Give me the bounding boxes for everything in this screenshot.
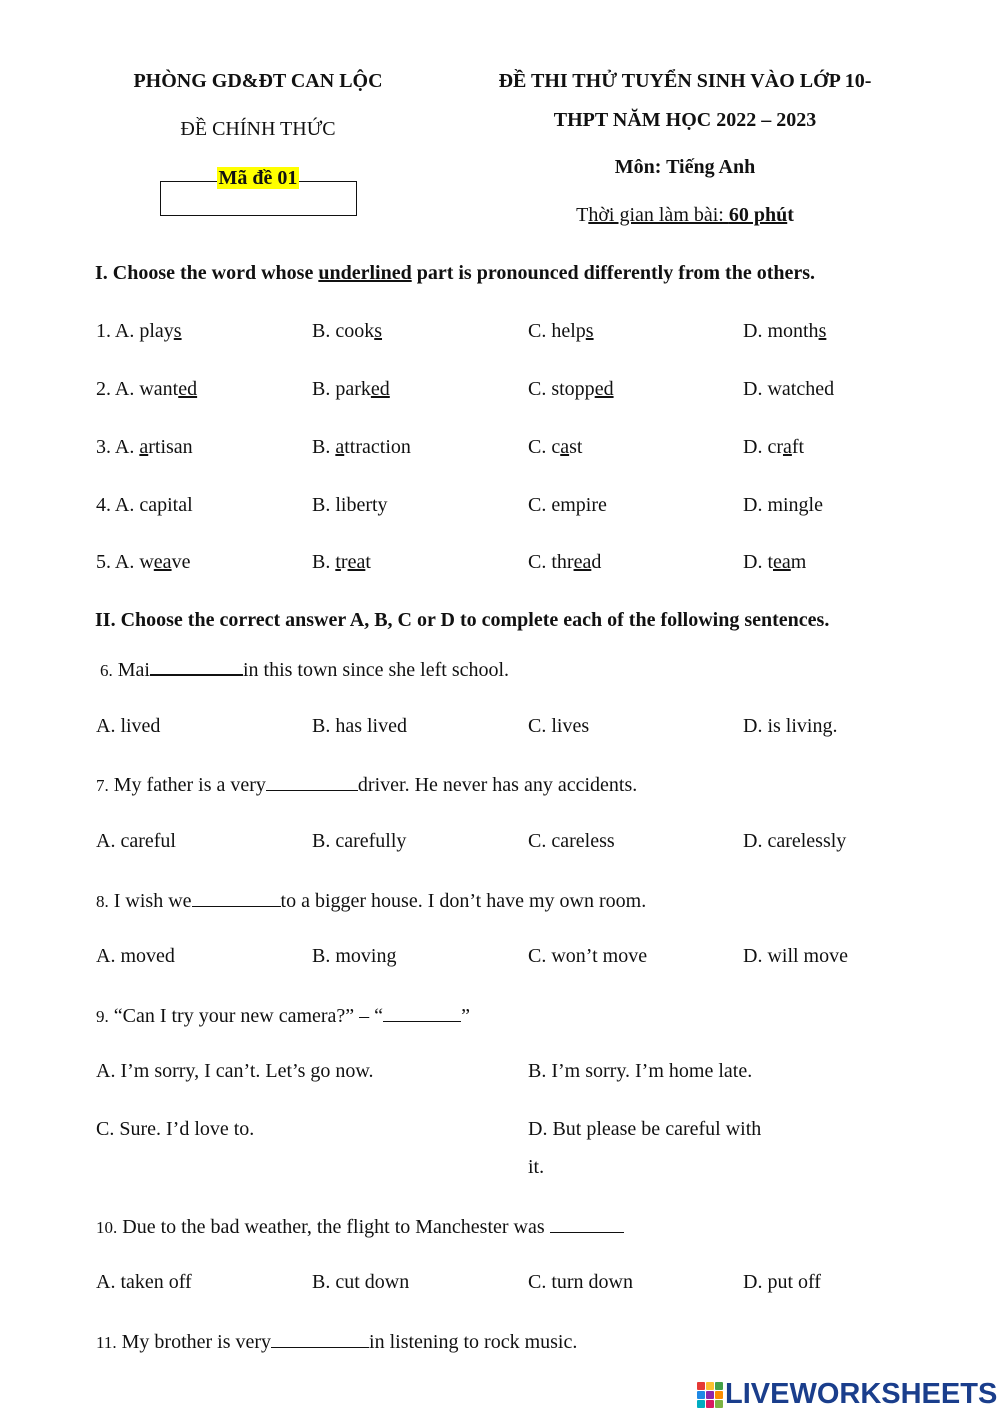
q3-option-d[interactable]: D. craft <box>743 436 805 458</box>
q6-option-c[interactable]: C. lives <box>528 715 590 737</box>
q5-option-c[interactable]: C. thread <box>528 551 602 573</box>
q9-blank[interactable] <box>383 1003 461 1022</box>
liveworksheets-logo <box>697 1378 997 1411</box>
q8-option-a[interactable]: A. moved <box>96 945 175 967</box>
exam-time <box>455 204 915 227</box>
logo-square <box>706 1391 714 1399</box>
subject: Môn: Tiếng Anh <box>614 156 756 178</box>
official-label: ĐỀ CHÍNH THỨC <box>180 118 336 140</box>
exam-code <box>160 167 356 190</box>
q10-blank[interactable] <box>550 1214 624 1233</box>
q11-blank[interactable] <box>271 1329 369 1348</box>
section-2-title: II. Choose the correct answer A, B, C or D to complete each of the following sentences. <box>95 609 830 631</box>
exam-time-label: hời gian làm bài: <box>588 204 729 226</box>
q2-option-a[interactable]: 2. A. wanted <box>96 378 198 400</box>
q10-stem: 10. Due to the bad weather, the flight to Manchester was <box>96 1214 624 1239</box>
exam-title-line1: ĐỀ THI THỬ TUYỂN SINH VÀO LỚP 10- <box>498 70 872 92</box>
exam-time-pre: T <box>576 204 589 226</box>
q2-option-b[interactable]: B. parked <box>312 378 390 400</box>
q10-option-d[interactable]: D. put off <box>743 1271 821 1293</box>
q6-option-b[interactable]: B. has lived <box>312 715 407 737</box>
q7-stem: 7. My father is a very driver. He never has any accidents. <box>96 774 638 796</box>
exam-title-line2: THPT NĂM HỌC 2022 – 2023 <box>553 109 817 131</box>
q8-option-d[interactable]: D. will move <box>743 945 848 967</box>
q2-option-d[interactable]: D. watched <box>743 378 835 400</box>
q5-option-a[interactable]: 5. A. weave <box>96 551 191 573</box>
q3-option-a[interactable]: 3. A. artisan <box>96 436 193 458</box>
q9-option-d[interactable]: D. But please be careful with <box>528 1118 762 1140</box>
liveworksheets-logo-icon <box>697 1382 723 1408</box>
q10-option-b[interactable]: B. cut down <box>312 1271 410 1293</box>
q4-option-a[interactable]: 4. A. capital <box>96 494 193 516</box>
department-name: PHÒNG GD&ĐT CAN LỘC <box>133 70 383 92</box>
q6-blank[interactable] <box>150 656 243 676</box>
q1-option-c[interactable]: C. helps <box>528 320 594 342</box>
q5-option-b[interactable]: B. treat <box>312 551 371 573</box>
q3-option-b[interactable]: B. attraction <box>312 436 411 458</box>
q1-option-d[interactable]: D. months <box>743 320 827 342</box>
liveworksheets-logo-text: LIVEWORKSHEETS <box>725 1378 998 1410</box>
q9-option-c[interactable]: C. Sure. I’d love to. <box>96 1118 255 1140</box>
section-1-title-underlined: underlined <box>318 262 412 284</box>
exam-time-value: 60 phú <box>728 204 788 226</box>
section-1-title <box>95 262 815 285</box>
q1-option-a[interactable]: 1. A. plays <box>96 320 182 342</box>
q6-stem: 6. Mai in this town since she left school. <box>100 656 509 682</box>
q10-option-a[interactable]: A. taken off <box>96 1271 192 1293</box>
logo-square <box>706 1382 714 1390</box>
q8-stem: 8. I wish we to a bigger house. I don’t have my own room. <box>96 890 647 912</box>
q6-option-a[interactable]: A. lived <box>96 715 161 737</box>
exam-code-text: Mã đề 01 <box>218 167 298 189</box>
q1-option-b[interactable]: B. cooks <box>312 320 383 342</box>
logo-square <box>715 1382 723 1390</box>
q9-stem: 9. “Can I try your new camera?” – “ ” <box>96 1005 470 1027</box>
q7-option-c[interactable]: C. careless <box>528 830 615 852</box>
q3-option-c[interactable]: C. cast <box>528 436 583 458</box>
logo-square <box>697 1391 705 1399</box>
q9-option-b[interactable]: B. I’m sorry. I’m home late. <box>528 1060 753 1082</box>
q7-option-b[interactable]: B. carefully <box>312 830 407 852</box>
q8-option-c[interactable]: C. won’t move <box>528 945 648 967</box>
q7-option-a[interactable]: A. careful <box>96 830 176 852</box>
q4-option-d[interactable]: D. mingle <box>743 494 823 516</box>
q9-option-a[interactable]: A. I’m sorry, I can’t. Let’s go now. <box>96 1060 374 1082</box>
exam-time-end: t <box>787 204 794 226</box>
q6-option-d[interactable]: D. is living. <box>743 715 838 737</box>
q10-option-c[interactable]: C. turn down <box>528 1271 633 1293</box>
logo-square <box>697 1382 705 1390</box>
q8-blank[interactable] <box>192 888 281 907</box>
q9-option-d-continued[interactable]: it. <box>528 1156 545 1178</box>
section-1-title-post: part is pronounced differently from the others. <box>411 262 816 284</box>
logo-square <box>715 1391 723 1399</box>
logo-square <box>706 1400 714 1408</box>
logo-square <box>697 1400 705 1408</box>
q7-blank[interactable] <box>266 772 358 791</box>
q2-option-c[interactable]: C. stopped <box>528 378 614 400</box>
q5-option-d[interactable]: D. team <box>743 551 807 573</box>
section-1-title-pre: I. Choose the word whose <box>95 262 319 284</box>
q8-option-b[interactable]: B. moving <box>312 945 397 967</box>
q7-option-d[interactable]: D. carelessly <box>743 830 847 852</box>
q4-option-c[interactable]: C. empire <box>528 494 607 516</box>
q11-stem: 11. My brother is very in listening to rock music. <box>96 1331 578 1353</box>
logo-square <box>715 1400 723 1408</box>
q4-option-b[interactable]: B. liberty <box>312 494 388 516</box>
